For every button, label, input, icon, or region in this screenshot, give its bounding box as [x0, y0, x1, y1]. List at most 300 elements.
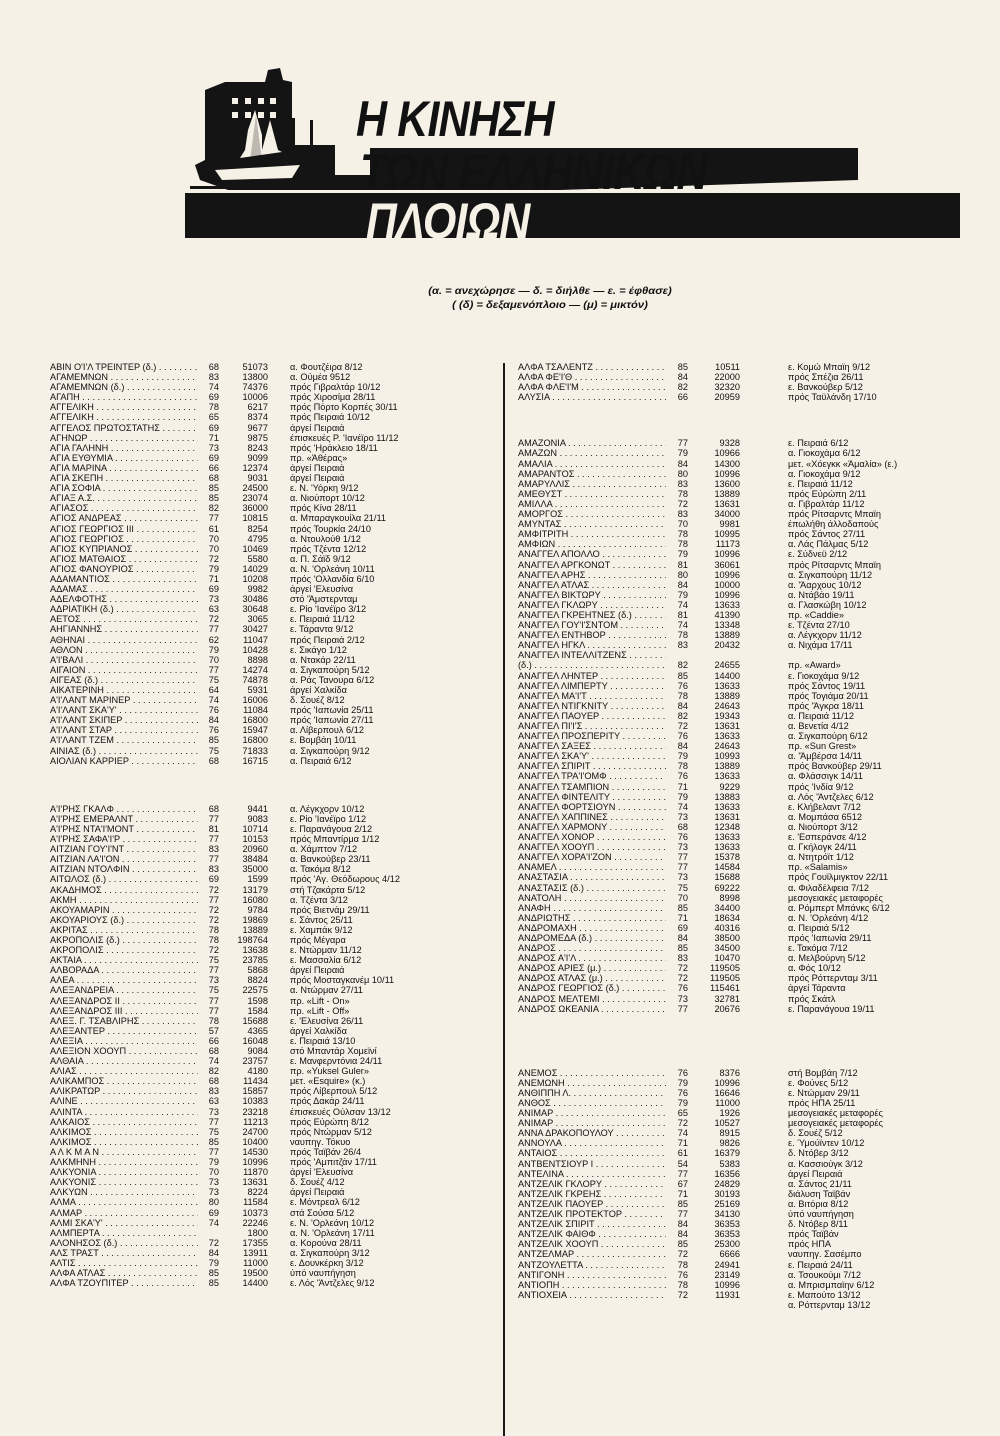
ship-name: ΑΝΑΓΓΕΛ ΕΝΤΗΒΟΡ . . .: [518, 630, 666, 640]
ship-name: ΑΚΑΔΗΜΟΣ . . .: [50, 885, 198, 895]
movement: πρ. «Yuksel Guler»: [290, 1066, 369, 1077]
movement: α. Τζέντα 3/12: [290, 894, 348, 905]
table-row: [518, 549, 958, 559]
movement: ύπό ναυπήγηση: [788, 1209, 854, 1220]
tonnage: 9083: [247, 813, 268, 824]
build-year: 72: [677, 963, 688, 974]
ship-name: ΑΜΦΙΤΡΙΤΗ . . .: [518, 529, 666, 539]
movement: α. Φουτζέιρα 8/12: [290, 362, 363, 372]
tonnage: 24643: [714, 700, 740, 711]
movement: α. Γλασκώβη 10/12: [788, 599, 867, 610]
table-row: [518, 1078, 958, 1088]
table-row: [50, 1137, 490, 1147]
tonnage: 34500: [714, 943, 740, 954]
movement: α. Χάμπτον 7/12: [290, 844, 358, 855]
ship-name: ΑΜΕΘΥΣΤ . . .: [518, 489, 666, 499]
movement: α. Μελβούρνη 5/12: [788, 953, 866, 964]
ship-name: ΑΛΕΞ. Γ. ΤΣΑΒΛΙΡΗΣ . . .: [50, 1016, 198, 1026]
table-row: [50, 433, 490, 443]
build-year: 85: [208, 1268, 219, 1279]
tonnage: 10527: [714, 1118, 740, 1129]
ship-name: ΑΝΑΓΓΕΛ ΑΡΗΣ . . .: [518, 570, 666, 580]
tonnage: 23074: [242, 493, 268, 504]
table-row: [50, 1117, 490, 1127]
build-year: 72: [677, 721, 688, 731]
movement: πρός Δακάρ 24/11: [290, 1096, 365, 1107]
tonnage: 10511: [715, 362, 740, 372]
ship-name: ΑΝΑΓΓΕΛ ΠΡΟΣΠΕΡΙΤΥ . . .: [518, 731, 666, 741]
table-row: [50, 1006, 490, 1016]
table-row: [50, 423, 490, 433]
table-row: [518, 570, 958, 580]
movement: ε. Πειραιά 13/10: [290, 1035, 356, 1046]
ship-name: ΑΝΝΟΥΛΑ . . .: [518, 1138, 666, 1148]
ship-name: ΑΝΑΓΓΕΛ ΓΟΥ'Ι'ΣΝΤΟΜ . . .: [518, 620, 666, 630]
build-year: 78: [677, 488, 688, 499]
tonnage: 16800: [242, 735, 268, 746]
tonnage: 8915: [719, 1128, 740, 1139]
ship-type-legend: ( (δ) = δεξαμενόπλοιο — (μ) = μικτόν): [452, 300, 648, 311]
tonnage: 11931: [715, 1289, 740, 1300]
build-year: 68: [208, 362, 219, 372]
movement: πρός Ρίτσαρντς Μπαϊη: [788, 559, 881, 570]
tonnage: 5931: [247, 685, 268, 695]
table-row: [50, 513, 490, 523]
build-year: 72: [208, 884, 219, 895]
tonnage: 10996: [714, 1077, 740, 1088]
tonnage: 11434: [243, 1076, 268, 1087]
tonnage: 69222: [714, 882, 740, 893]
table-row: [50, 604, 490, 614]
build-year: 77: [208, 1146, 219, 1157]
tonnage: 30486: [242, 594, 268, 605]
ship-name: ΑΓΙΟΣ ΓΕΩΡΓΙΟΣ ΙΙΙ . . .: [50, 524, 198, 534]
ship-name: ΑΛΘΑΙΑ . . .: [50, 1056, 198, 1066]
table-row: [518, 362, 958, 372]
movement: δ. Σουέζ 8/12: [290, 695, 345, 706]
tonnage: 16646: [714, 1087, 740, 1098]
ship-name: ΑΔΕΛΦΟΤΗΣ . . .: [50, 594, 198, 604]
tonnage: 1800: [247, 1227, 268, 1238]
ship-name: ΑΛΕΞΙΑ . . .: [50, 1036, 198, 1046]
build-year: 73: [208, 975, 219, 986]
ship-name: ΑΛΚΜΗΝΗ . . .: [50, 1157, 198, 1167]
table-row: [518, 681, 958, 691]
tonnage: 4180: [247, 1066, 268, 1077]
ship-name: ΑΙΤΖΙΑΝ ΛΑ'Ι'ΟΝ . . .: [50, 854, 198, 864]
build-year: 73: [677, 872, 688, 883]
build-year: 83: [677, 478, 688, 489]
table-row: [50, 635, 490, 645]
tonnage: 119505: [710, 973, 740, 984]
table-row: [50, 483, 490, 493]
build-year: 75: [677, 882, 688, 893]
movement: πρός ΗΠΑ 25/11: [788, 1098, 856, 1108]
table-row: [518, 1219, 958, 1229]
movement: ε. Παρανάγουα 19/11: [788, 1003, 875, 1014]
table-row: [50, 1268, 490, 1278]
ship-name: ΑΝΤΖΕΛΙΚ ΓΚΛΟΡΥ . . .: [518, 1179, 666, 1189]
tonnage: 11000: [715, 1098, 740, 1108]
build-year: 76: [208, 725, 219, 736]
table-row: [518, 438, 958, 448]
ship-name: ΑΝΘΙΠΠΗ Λ. . . .: [518, 1088, 666, 1098]
tonnage: 11870: [243, 1167, 268, 1178]
table-row: [50, 885, 490, 895]
table-row: [518, 701, 958, 711]
tonnage: 10469: [242, 543, 268, 554]
tonnage: 13889: [714, 690, 740, 701]
ship-name: ΑΛΤΙΣ . . .: [50, 1258, 198, 1268]
tonnage: 5580: [247, 553, 268, 564]
table-row: [50, 935, 490, 945]
ship-name: ΑΚΜΗ . . .: [50, 895, 198, 905]
ship-name: ΑΛΦΑ ΤΖΟΥΠΙΤΕΡ . . .: [50, 1278, 198, 1288]
table-row: [50, 804, 490, 814]
ship-name: ΑΝΕΜΩΝΗ . . .: [518, 1078, 666, 1088]
build-year: 78: [677, 1259, 688, 1270]
table-row: [518, 963, 958, 973]
build-year: 82: [677, 382, 688, 393]
table-row: [50, 503, 490, 513]
build-year: 81: [677, 609, 688, 620]
movement: ε. Σάντος 25/11: [290, 914, 353, 925]
table-row: [518, 923, 958, 933]
tonnage: 19869: [242, 914, 268, 925]
table-row: [50, 1258, 490, 1268]
build-year: 64: [208, 685, 219, 695]
movement: πρός Πόρτο Κορπές 30/11: [290, 402, 398, 413]
table-row: [50, 735, 490, 745]
movement: ε. Μασσαλία 6/12: [290, 955, 362, 966]
tonnage: 32320: [714, 382, 740, 393]
ship-name: ΑΝΔΡΟΣ Α'Ι'Λ . . .: [518, 953, 666, 963]
tonnage: 9875: [247, 432, 268, 443]
build-year: 77: [677, 438, 688, 449]
movement: α. Φλάσσιγκ 14/11: [788, 771, 863, 782]
tonnage: 1584: [247, 1005, 268, 1016]
ship-name: ΑΓΙΑ ΣΟΦΙΑ . . .: [50, 483, 198, 493]
build-year: 76: [677, 1087, 688, 1098]
tonnage: 15857: [242, 1086, 268, 1097]
movement: α. Πειραιά 11/12: [788, 710, 854, 721]
movement: πρός Μπαντίρμα 1/12: [290, 834, 380, 845]
movement: α. Βιτόρια 8/12: [788, 1198, 849, 1209]
table-row: [518, 852, 958, 862]
movement: πρός 'Ιαπωνία 29/11: [788, 932, 872, 943]
movement: α. Ράς Τανουρα 6/12: [290, 674, 375, 685]
tonnage: 16800: [242, 715, 268, 726]
build-year: 63: [208, 1096, 219, 1107]
table-row: [50, 524, 490, 534]
movement: διάλυση Ταϊβάν: [788, 1188, 851, 1199]
table-row: [518, 1118, 958, 1128]
table-row: [518, 372, 958, 382]
ship-name: ΑΝΑΓΓΕΛ ΧΟΡΑ'Ι'ΖΟΝ . . .: [518, 852, 666, 862]
build-year: 74: [677, 1128, 688, 1139]
table-row: [518, 499, 958, 509]
tonnage: 30648: [242, 604, 268, 615]
movement: άργεί Πειραιά: [290, 1187, 345, 1198]
movement: ε. Δουνκέρκη 3/12: [290, 1257, 364, 1268]
build-year: 75: [208, 1126, 219, 1137]
ship-name: ΑΓΙΑΞ Α.Σ. . . .: [50, 493, 198, 503]
tonnage: 24941: [714, 1259, 740, 1270]
ship-name: ΑΝΑΓΓΕΛ ΛΗΝΤΕΡ . . .: [518, 671, 666, 681]
table-row: [518, 489, 958, 499]
ship-name: ΑΝΤΖΕΛΙΚ ΣΠΙΡΙΤ . . .: [518, 1219, 666, 1229]
build-year: 71: [208, 432, 219, 443]
tonnage: 14530: [242, 1146, 268, 1157]
tonnage: 11047: [243, 634, 268, 645]
ship-name: ΑΝΔΡΟΣ ΜΕΛΤΕΜΙ . . .: [518, 994, 666, 1004]
ship-name: ΑΝΔΡΟΣ ΩΚΕΑΝΙΑ . . .: [518, 1004, 666, 1014]
tonnage: 20960: [242, 844, 268, 855]
ship-name: ΑΛΕΞΑΝΔΡΟΣ ΙΙΙ . . .: [50, 1006, 198, 1016]
ship-name: ΑΒΙΝ Ο'Ι'Λ ΤΡΕΙΝΤΕΡ (δ.) . . .: [50, 362, 198, 372]
movement: α. Λέγκχορν 11/12: [788, 630, 862, 641]
table-row: [518, 903, 958, 913]
movement: στό 'Άμστερνταμ: [290, 594, 358, 605]
build-year: 77: [208, 624, 219, 635]
title-line-2: ΤΩΝ ΕΛΛΗΝΙΚΩΝ: [360, 144, 707, 200]
build-year: 61: [208, 523, 219, 534]
tonnage: 16715: [242, 755, 268, 766]
ship-name: Α'Ι'ΒΑΛΙ . . .: [50, 655, 198, 665]
movement: ε. Ρίο 'Ιανέϊρο 3/12: [290, 604, 367, 615]
ship-name: ΑΛΚΑΙΟΣ . . .: [50, 1117, 198, 1127]
ship-name: ΑΜΦΙΩΝ . . .: [518, 539, 666, 549]
ship-name: ΑΝΕΜΟΣ . . .: [518, 1068, 666, 1078]
tonnage: 14584: [714, 862, 740, 873]
tonnage: 13633: [714, 842, 740, 853]
movement: ε. Βομβάη 10/11: [290, 735, 357, 746]
movement: μεσογειακές μεταφορές: [788, 1108, 883, 1119]
movement: α. Τακόμα 8/12: [290, 864, 351, 875]
table-row: [50, 925, 490, 935]
build-year: 76: [677, 771, 688, 782]
tonnage: 10000: [714, 579, 740, 590]
build-year: 82: [677, 660, 688, 671]
ship-list-block: [518, 438, 958, 1013]
build-year: 77: [208, 834, 219, 845]
movement: α. Κορούνα 28/11: [290, 1237, 362, 1248]
ship-name: ΑΝΑΣΤΑΣΙΣ (δ.) . . .: [518, 883, 666, 893]
table-row: [518, 1108, 958, 1118]
movement: πρ. «Salamis»: [788, 862, 848, 873]
movement: ναυπηγ. Σασέμπο: [788, 1249, 862, 1260]
table-row: [518, 600, 958, 610]
ship-name: ΑΓΙΑ ΓΑΛΗΝΗ . . .: [50, 443, 198, 453]
tonnage: 16379: [714, 1148, 740, 1159]
movement: α. Ρόμπερτ Μπάνκς 6/12: [788, 902, 890, 913]
ship-name: ΑΙΤΩΛΟΣ (δ.) . . .: [50, 874, 198, 884]
tonnage: 20959: [714, 392, 740, 403]
ship-name: ΑΜΑΡΥΛΛΙΣ . . .: [518, 479, 666, 489]
build-year: 82: [208, 1066, 219, 1077]
table-row: [50, 392, 490, 402]
movement: πρός 'Αγ. Θεόδωρους 4/12: [290, 874, 400, 885]
movement: ε. Τακόμα 7/12: [788, 943, 848, 954]
table-row: [50, 645, 490, 655]
build-year: 84: [677, 579, 688, 590]
build-year: 57: [208, 1025, 219, 1036]
movement: πρός Πειραιά 10/12: [290, 412, 370, 423]
table-row: [518, 469, 958, 479]
movement: ε. 'Ελευσίνα 26/11: [290, 1015, 364, 1026]
ship-name: ΑΔΡΙΑΤΙΚΗ (δ.) . . .: [50, 604, 198, 614]
build-year: 79: [677, 549, 688, 560]
movement: ε. Σικάγο 1/12: [290, 644, 347, 655]
table-row: [518, 1148, 958, 1158]
table-row: [518, 751, 958, 761]
table-row: [518, 1209, 958, 1219]
movement: πρός 'Ινδία 9/12: [788, 781, 854, 792]
build-year: 68: [208, 473, 219, 484]
build-year: 73: [208, 442, 219, 453]
build-year: 74: [208, 1056, 219, 1067]
tonnage: 24829: [714, 1178, 740, 1189]
table-row: [518, 792, 958, 802]
ship-name: ΑΛΙΑΣ . . .: [50, 1066, 198, 1076]
table-row: [50, 874, 490, 884]
ship-name: ΑΓΓΕΛΟΣ ΠΡΩΤΟΣΤΑΤΗΣ . . .: [50, 423, 198, 433]
ship-name: ΑΝΑΜΕΛ . . .: [518, 862, 666, 872]
ship-name: ΑΜΑΛΙΑ . . .: [518, 459, 666, 469]
movement: πρός Κίνα 28/11: [290, 503, 357, 514]
movement: μεσογειακές μεταφορές: [788, 1118, 883, 1129]
tonnage: 22246: [242, 1217, 268, 1228]
movement: α. Π. Σάϊδ 9/12: [290, 553, 351, 564]
table-row: [50, 574, 490, 584]
movement: πρός Σάντος 27/11: [788, 529, 866, 540]
ship-name: ΑΝΑΤΟΛΗ . . .: [518, 893, 666, 903]
movement: πρός Βιετνάμ 29/11: [290, 904, 370, 915]
table-row: [50, 844, 490, 854]
table-row: [518, 479, 958, 489]
build-year: 76: [677, 983, 688, 994]
build-year: 66: [208, 1035, 219, 1046]
tonnage: 10966: [714, 448, 740, 459]
table-row: [518, 953, 958, 963]
movement: πρ. «Άθέρας»: [290, 452, 348, 463]
movement: πρός Ταϊβάν 26/4: [290, 1146, 362, 1157]
movement: α. Λίβερπουλ 6/12: [290, 725, 364, 736]
right-column: [518, 362, 958, 1310]
ship-name: ΑΛΦΑ ΑΤΛΑΣ . . .: [50, 1268, 198, 1278]
build-year: 71: [208, 573, 219, 584]
movement: ε. Μόντρεαλ 6/12: [290, 1197, 360, 1208]
tonnage: 16006: [242, 695, 268, 706]
movement: α. Μομπάσα 6512: [788, 811, 862, 822]
ship-name: ΑΝΤΖΟΥΛΕΤΤΑ . . .: [518, 1260, 666, 1270]
tonnage: 1599: [247, 874, 268, 885]
movement: ε. Κλήβελαντ 7/12: [788, 801, 861, 812]
ship-name: ΑΝΑΓΓΕΛ ΦΙΝΤΕΛΙΤΥ . . .: [518, 792, 666, 802]
ship-name: ΑΛΚΥΟΝΙΣ . . .: [50, 1177, 198, 1187]
ship-name: ΑΝΑΓΓΕΛ ΣΚΑ'Υ' . . .: [518, 751, 666, 761]
movement: α. Νιχάμα 17/11: [788, 640, 853, 651]
build-year: 78: [677, 529, 688, 540]
ship-name: ΑΛΚΥΟΝΙΑ . . .: [50, 1167, 198, 1177]
build-year: 78: [208, 934, 219, 945]
movement: έπισκευές Ρ. 'Ιανέϊρο 11/12: [290, 432, 399, 443]
tonnage: 6217: [247, 402, 268, 413]
build-year: 78: [677, 630, 688, 641]
ship-name: ΑΝΔΡΟΜΕΔΑ (δ.) . . .: [518, 933, 666, 943]
movement: πρός 'Ιαπωνία 25/11: [290, 705, 374, 716]
ship-name: ΑΚΡΟΠΟΛΙΣ (δ.) . . .: [50, 935, 198, 945]
build-year: 70: [208, 533, 219, 544]
ship-name: ΑΛΟΝΗΣΟΣ (δ.) . . .: [50, 1238, 198, 1248]
ship-name: ΑΝΑΓΓΕΛ ΧΑΠΠΙΝΕΣ . . .: [518, 812, 666, 822]
tonnage: 36353: [714, 1229, 740, 1240]
movement: πρός Ρόττερνταμ 3/11: [788, 973, 878, 984]
table-row: [50, 1187, 490, 1197]
build-year: 70: [208, 654, 219, 665]
ship-name: ΑΛΚΥΩΝ . . .: [50, 1187, 198, 1197]
build-year: 85: [208, 493, 219, 504]
table-row: [518, 620, 958, 630]
table-row: [518, 519, 958, 529]
movement: άργεί Τάραντα: [788, 983, 846, 994]
ship-name: ΑΜΥΝΤΑΣ . . .: [518, 519, 666, 529]
movement: πρός 'Άγκρα 18/11: [788, 700, 864, 711]
table-row: [518, 1300, 958, 1310]
build-year: 69: [208, 452, 219, 463]
build-year: 77: [208, 894, 219, 905]
movement: ε. Ν. 'Υόρκη 9/12: [290, 483, 359, 494]
movement: ε. Ρίο 'Ιανέϊρο 1/12: [290, 813, 367, 824]
ship-name: ΑΘΗΝΑΙ . . .: [50, 635, 198, 645]
tonnage: 36000: [242, 503, 268, 514]
table-row: [518, 1088, 958, 1098]
tonnage: 13631: [714, 498, 740, 509]
build-year: 76: [677, 832, 688, 843]
ship-name: ΑΓΙΟΣ ΜΑΤΘΑΙΟΣ . . .: [50, 554, 198, 564]
build-year: 66: [208, 462, 219, 473]
ship-name: ΑΙΤΖΙΑΝ ΓΟΥ'Ι'ΝΤ . . .: [50, 844, 198, 854]
build-year: 72: [677, 1249, 688, 1260]
build-year: 77: [208, 664, 219, 675]
ship-name: ΑΕΤΟΣ . . .: [50, 614, 198, 624]
tonnage: 10993: [714, 751, 740, 762]
table-row: [518, 883, 958, 893]
movement: α. Φός 10/12: [788, 963, 841, 974]
movement: άργεί 'Ελευσίνα: [290, 584, 354, 595]
tonnage: 38500: [714, 932, 740, 943]
ship-name: ΑΝΤΖΕΛΙΚ ΠΡΟΤΕΚΤΟΡ . . .: [518, 1209, 666, 1219]
ship-name: Α'Ι'ΡΗΣ ΕΜΕΡΑΛΝΤ . . .: [50, 814, 198, 824]
movement: α. Ν. 'Ορλεάνη 10/11: [290, 563, 375, 574]
movement: α. Λάς Πάλμας 5/12: [788, 539, 869, 550]
table-row: [518, 872, 958, 882]
ship-name: ΑΚΤΑΙΑ . . .: [50, 955, 198, 965]
tonnage: 10995: [714, 529, 740, 540]
build-year: 72: [208, 904, 219, 915]
tonnage: 25300: [714, 1239, 740, 1250]
ship-name: ΑΝΑΓΓΕΛ ΠΑΟΥΕΡ . . .: [518, 711, 666, 721]
tonnage: 14400: [714, 670, 740, 681]
tonnage: 14274: [242, 664, 268, 675]
build-year: 85: [208, 735, 219, 746]
tonnage: 20432: [714, 640, 740, 651]
movement: ε. 'Εσπεράνσε 4/12: [788, 832, 867, 843]
build-year: 74: [208, 1217, 219, 1228]
movement: άργεί Πειραιά: [788, 1168, 843, 1179]
build-year: 77: [208, 513, 219, 524]
movement: ε. Τάραντα 9/12: [290, 624, 354, 635]
